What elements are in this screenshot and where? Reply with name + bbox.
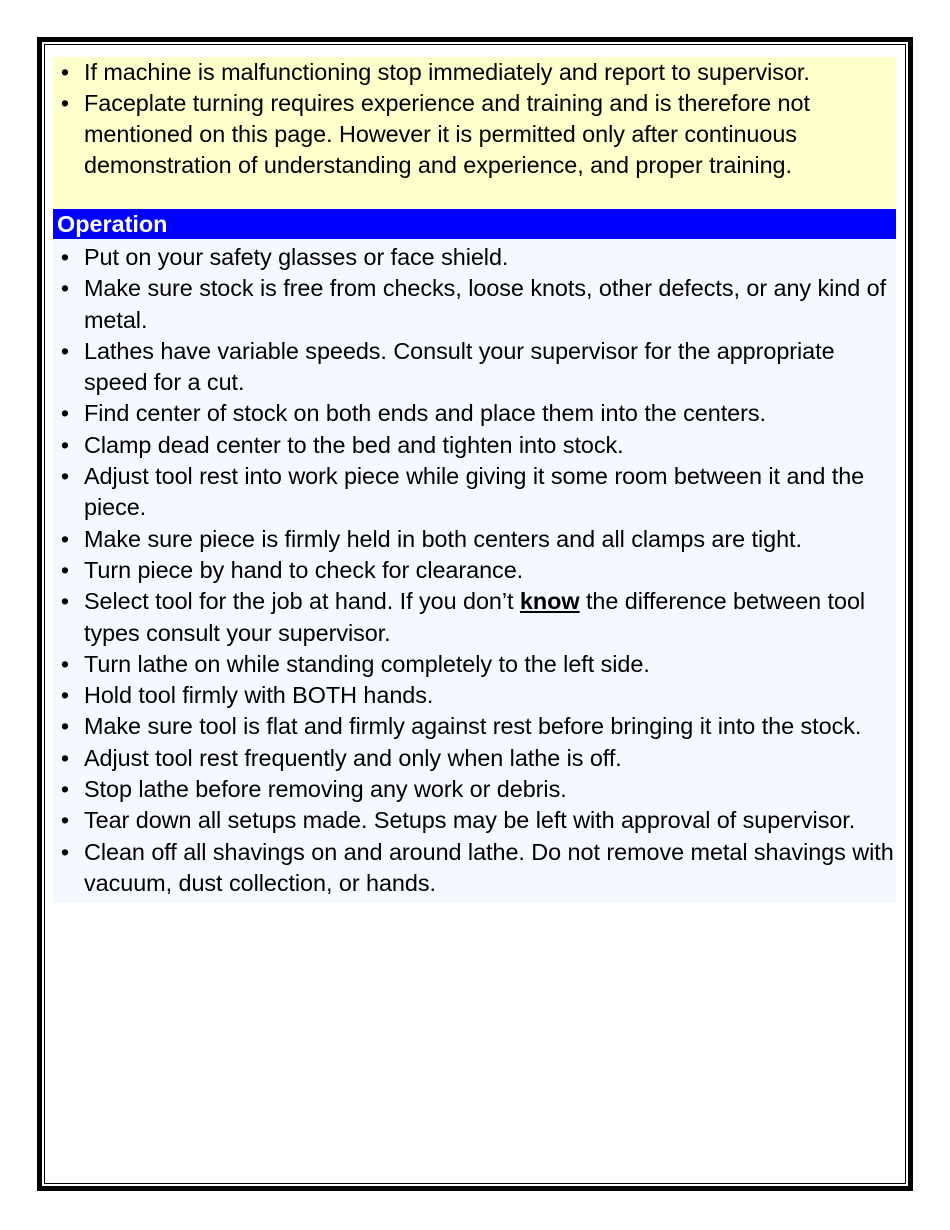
operation-section	[53, 239, 896, 903]
bullet-icon: •	[60, 838, 70, 865]
bullet-icon: •	[60, 337, 70, 364]
emphasis-know: know	[519, 588, 580, 615]
bullet-icon: •	[60, 807, 70, 834]
step-text: Make sure piece is firmly held in both centers and all clamps are tight.	[84, 525, 802, 552]
list-item	[53, 57, 896, 88]
list-item	[53, 242, 896, 273]
step-text: Tear down all setups made. Setups may be left with approval of supervisor.	[84, 807, 856, 834]
bullet-icon: •	[60, 682, 70, 709]
list-item	[53, 743, 896, 774]
notes-list	[53, 57, 896, 181]
step-text: Clamp dead center to the bed and tighten into stock.	[84, 431, 624, 458]
list-item	[53, 805, 896, 836]
step-text-after: the difference between tool types consult your supervisor.	[84, 588, 866, 646]
list-item	[53, 88, 896, 181]
bullet-icon: •	[60, 463, 70, 490]
step-text: Clean off all shavings on and around lathe. Do not remove metal shavings with vacuum, dust collection, or hands.	[84, 838, 894, 896]
step-text: Make sure stock is free from checks, loose knots, other defects, or any kind of metal.	[84, 275, 887, 333]
notes-section	[53, 57, 896, 209]
bullet-icon: •	[60, 650, 70, 677]
step-text: Make sure tool is flat and firmly against rest before bringing it into the stock.	[84, 713, 862, 740]
step-text: Adjust tool rest frequently and only when lathe is off.	[84, 744, 622, 771]
step-text: Lathes have variable speeds. Consult your supervisor for the appropriate speed for a cut.	[84, 337, 835, 396]
step-text: Adjust tool rest into work piece while giving it some room between it and the piece.	[84, 463, 865, 521]
list-item	[53, 680, 896, 711]
note-text: If machine is malfunctioning stop immediately and report to supervisor.	[84, 59, 810, 85]
list-item	[53, 461, 896, 524]
bullet-icon: •	[60, 556, 70, 583]
bullet-icon: •	[60, 244, 70, 270]
list-item	[53, 774, 896, 805]
list-item	[53, 524, 896, 555]
step-text: Turn piece by hand to check for clearance.	[84, 556, 524, 583]
bullet-icon: •	[60, 744, 70, 771]
bullet-icon: •	[60, 400, 70, 427]
bullet-icon: •	[60, 776, 70, 803]
step-text: Hold tool firmly with BOTH hands.	[84, 682, 434, 709]
bullet-icon: •	[60, 59, 70, 85]
list-item	[53, 649, 896, 680]
list-item	[53, 586, 896, 649]
list-item	[53, 398, 896, 429]
step-text-before: Select tool for the job at hand. If you don’t	[84, 588, 520, 615]
bullet-icon: •	[60, 588, 70, 615]
step-text	[84, 588, 865, 645]
bullet-icon: •	[60, 431, 70, 458]
list-item	[53, 555, 896, 586]
bullet-icon: •	[60, 90, 70, 116]
list-item	[53, 430, 896, 461]
list-item	[53, 711, 896, 742]
step-text: Turn lathe on while standing completely to the left side.	[84, 650, 650, 677]
page-content	[53, 57, 896, 903]
note-text: Faceplate turning requires experience and training and is therefore not mentioned on this page. However it is permitted only after continuous demonstration of understanding and experience, and proper training.	[84, 90, 810, 178]
operation-list	[53, 242, 896, 899]
bullet-icon: •	[60, 713, 70, 740]
list-item	[53, 336, 896, 399]
list-item	[53, 837, 896, 900]
section-header-operation: Operation	[53, 209, 896, 239]
step-text: Find center of stock on both ends and place them into the centers.	[84, 400, 766, 427]
step-text: Put on your safety glasses or face shield.	[84, 244, 509, 270]
step-text: Stop lathe before removing any work or debris.	[84, 776, 567, 803]
bullet-icon: •	[60, 525, 70, 552]
bullet-icon: •	[60, 275, 70, 302]
list-item	[53, 273, 896, 336]
